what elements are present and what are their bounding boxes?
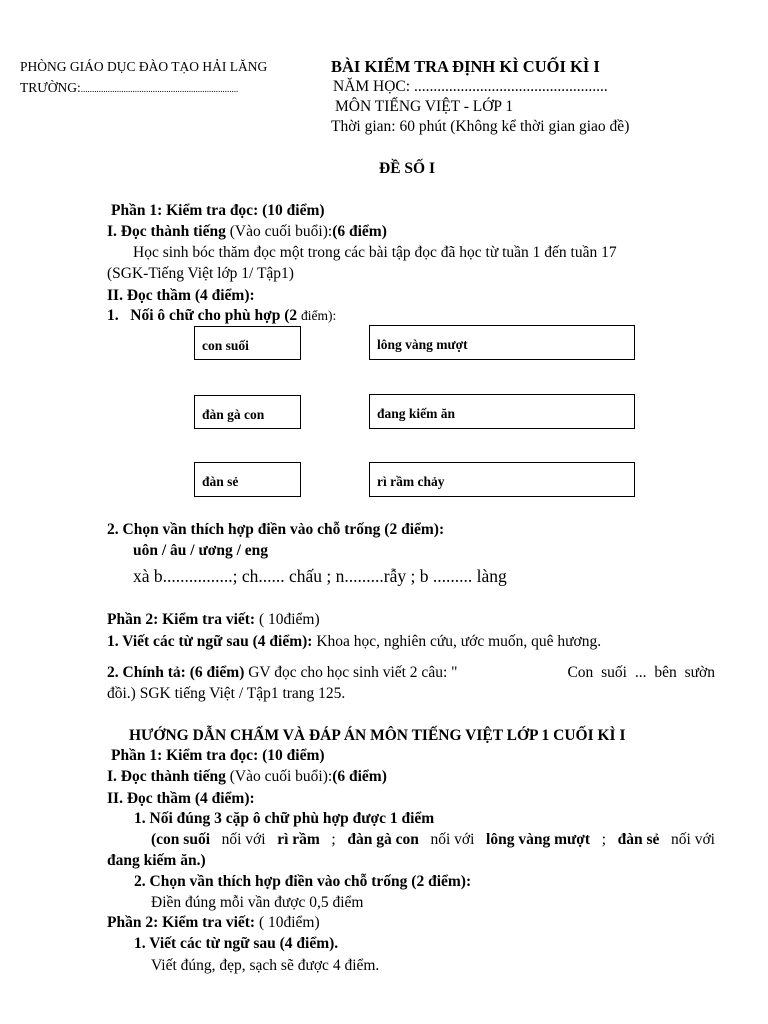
part2-question1-words: Khoa học, nghiên cứu, ước muốn, quê hương. <box>312 633 602 650</box>
answer-pair-b-match: lông vàng mượt <box>486 831 591 848</box>
answer-connector: nối với <box>430 831 475 848</box>
answer-separator: ; <box>331 831 336 848</box>
part1-section2-title: II. Đọc thầm (4 điểm): <box>107 287 255 304</box>
match-left-box[interactable]: đàn sẻ <box>194 462 301 497</box>
question1-number: 1. <box>107 307 119 324</box>
exam-code: ĐỀ SỐ I <box>379 160 435 177</box>
answer-item3-title: 1. Viết các từ ngữ sau (4 điểm). <box>134 935 339 952</box>
match-left-box[interactable]: đàn gà con <box>194 395 301 429</box>
question2-title: 2. Chọn vần thích hợp điền vào chỗ trống (2 điểm): <box>107 521 445 538</box>
dictation-instruction <box>107 664 457 682</box>
year-dots: .................................................. <box>413 78 608 95</box>
section1-note: (Vào cuối buổi): <box>225 223 333 240</box>
answer-connector: nối với <box>671 831 715 848</box>
question1-points: điểm): <box>301 308 337 323</box>
answer-section2-title: II. Đọc thầm (4 điểm): <box>107 790 255 807</box>
year-label: NĂM HỌC: <box>333 78 411 95</box>
part2-points: ( 10điểm) <box>255 611 320 628</box>
dictation-passage-start: Con suối ... bên sườn <box>567 664 715 681</box>
answer-part2-title <box>107 914 320 932</box>
part2-heading: Phần 2: Kiểm tra viết: <box>107 611 256 628</box>
answer-item1-detail-line2: đang kiếm ăn.) <box>107 852 206 869</box>
match-left-box[interactable]: con suối <box>194 326 301 360</box>
school-line <box>20 80 238 96</box>
question2-fill-blanks: xà b................; ch...... chấu ; n.........rẫy ; b ......... làng <box>133 566 507 586</box>
section1-points: (6 điểm) <box>332 223 387 240</box>
answer-pair-b: đàn gà con <box>347 831 419 848</box>
department-name: PHÒNG GIÁO DỤC ĐÀO TẠO HẢI LĂNG <box>20 59 268 74</box>
answer-item2-title: 2. Chọn vần thích hợp điền vào chỗ trống (2 điểm): <box>134 873 472 890</box>
part2-question2-line1 <box>107 664 715 682</box>
school-dots: ...................................................................... <box>80 84 239 94</box>
duration-line: Thời gian: 60 phút (Không kể thời gian giao đề) <box>331 118 630 135</box>
part1-title: Phần 1: Kiểm tra đọc: (10 điểm) <box>111 202 325 219</box>
answer-section1-points: (6 điểm) <box>332 768 387 785</box>
exam-title: BÀI KIỂM TRA ĐỊNH KÌ CUỐI KÌ I <box>331 57 600 76</box>
question1-text: Nối ô chữ cho phù hợp (2 <box>130 307 302 324</box>
year-line <box>333 78 608 96</box>
dictation-points: (6 điểm) <box>189 664 245 681</box>
dictation-text: GV đọc cho học sinh viết 2 câu: " <box>244 664 458 681</box>
answer-pair-a: (con suối <box>151 831 210 848</box>
match-right-box[interactable]: lông vàng mượt <box>369 325 635 360</box>
answer-key-title: HƯỚNG DẪN CHẤM VÀ ĐÁP ÁN MÔN TIẾNG VIỆT LỚP 1 CUỐI KÌ I <box>129 727 626 744</box>
section1-instruction-line2: (SGK-Tiếng Việt lớp 1/ Tập1) <box>107 265 294 282</box>
part2-title <box>107 611 320 629</box>
answer-item1-detail <box>151 831 715 849</box>
answer-pair-a-match: rì rầm <box>277 831 320 848</box>
part1-section1 <box>107 223 387 241</box>
part2-question1 <box>107 633 601 651</box>
answer-part1-title: Phần 1: Kiểm tra đọc: (10 điểm) <box>111 747 325 764</box>
answer-part2-points: ( 10điểm) <box>255 914 320 931</box>
answer-connector: nối với <box>221 831 266 848</box>
answer-item3-text: Viết đúng, đẹp, sạch sẽ được 4 điểm. <box>151 957 380 974</box>
dictation-heading: 2. Chính tả: <box>107 664 190 681</box>
question1-title <box>107 307 336 325</box>
answer-item2-text: Điền đúng mỗi vần được 0,5 điểm <box>151 894 364 911</box>
section1-instruction-line1: Học sinh bóc thăm đọc một trong các bài tập đọc đã học từ tuần 1 đến tuần 17 <box>133 244 617 261</box>
section1-heading: I. Đọc thành tiếng <box>107 223 226 240</box>
part2-question2-line2: đồi.) SGK tiếng Việt / Tập1 trang 125. <box>107 685 346 702</box>
answer-part2-heading: Phần 2: Kiểm tra viết: <box>107 914 256 931</box>
match-right-box[interactable]: rì rầm chảy <box>369 462 635 497</box>
answer-section1-heading: I. Đọc thành tiếng <box>107 768 226 785</box>
answer-pair-c: đàn sẻ <box>617 831 660 848</box>
match-right-box[interactable]: đang kiếm ăn <box>369 394 635 429</box>
answer-section1-note: (Vào cuối buổi): <box>225 768 333 785</box>
answer-item1-title: 1. Nối đúng 3 cặp ô chữ phù hợp được 1 điểm <box>134 810 435 827</box>
question2-options: uôn / âu / ương / eng <box>133 542 269 559</box>
subject-line: MÔN TIẾNG VIỆT - LỚP 1 <box>335 98 514 115</box>
answer-separator: ; <box>601 831 606 848</box>
school-label: TRƯỜNG: <box>20 80 81 95</box>
answer-section1 <box>107 768 387 786</box>
part2-question1-heading: 1. Viết các từ ngữ sau (4 điểm): <box>107 633 313 650</box>
